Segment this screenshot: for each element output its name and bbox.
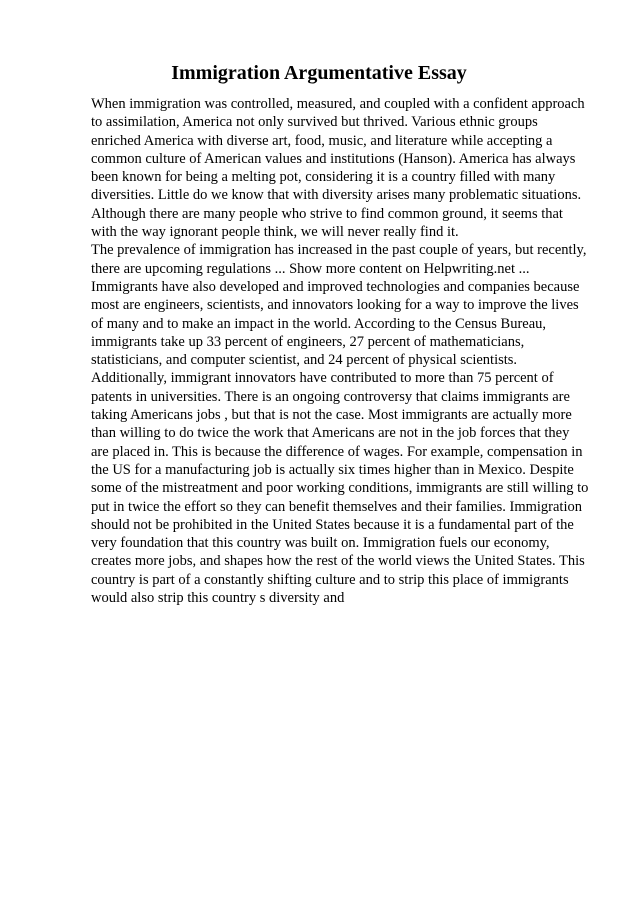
essay-line: to assimilation, America not only survived but thrived. Various ethnic groups bbox=[91, 114, 538, 131]
essay-line: with the way ignorant people think, we will never really find it. bbox=[91, 224, 459, 241]
essay-line: country is part of a constantly shifting culture and to strip this place of immigrants bbox=[91, 571, 569, 588]
essay-line: of many and to make an impact in the world. According to the Census Bureau, bbox=[91, 315, 547, 332]
essay-line: Immigrants have also developed and improved technologies and companies because bbox=[91, 278, 580, 295]
essay-line: Although there are many people who strive to find common ground, it seems that bbox=[91, 205, 563, 222]
essay-line: put in twice the effort so they can benefit themselves and their families. Immigration bbox=[91, 498, 582, 515]
essay-line: most are engineers, scientists, and innovators looking for a way to improve the lives bbox=[91, 297, 579, 314]
essay-line: should not be prohibited in the United States because it is a fundamental part of the bbox=[91, 516, 574, 533]
essay-line: Additionally, immigrant innovators have contributed to more than 75 percent of bbox=[91, 370, 554, 387]
essay-line: patents in universities. There is an ongoing controversy that claims immigrants are bbox=[91, 388, 570, 405]
essay-line: very foundation that this country was built on. Immigration fuels our economy, bbox=[91, 535, 550, 552]
essay-line: than willing to do twice the work that Americans are not in the job forces that they bbox=[91, 425, 570, 442]
essay-line: statisticians, and computer scientist, and 24 percent of physical scientists. bbox=[91, 352, 518, 369]
essay-line: been known for being a melting pot, considering it is a country filled with many bbox=[91, 169, 556, 186]
essay-line: creates more jobs, and shapes how the rest of the world views the United States. This bbox=[91, 553, 585, 570]
essay-line: are placed in. This is because the difference of wages. For example, compensation in bbox=[91, 443, 583, 460]
essay-line: immigrants take up 33 percent of engineers, 27 percent of mathematicians, bbox=[91, 333, 525, 350]
essay-line: the US for a manufacturing job is actually six times higher than in Mexico. Despite bbox=[91, 461, 574, 478]
essay-line: enriched America with diverse art, food, music, and literature while accepting a bbox=[91, 132, 553, 149]
essay-line: The prevalence of immigration has increased in the past couple of years, but recently, bbox=[91, 242, 587, 259]
essay-line: would also strip this country s diversity and bbox=[91, 590, 345, 607]
essay-line: When immigration was controlled, measured, and coupled with a confident approach bbox=[91, 96, 585, 112]
essay-line: common culture of American values and institutions (Hanson). America has always bbox=[91, 150, 576, 167]
essay-line: taking Americans jobs , but that is not the case. Most immigrants are actually more bbox=[91, 407, 572, 424]
essay-line: there are upcoming regulations ... Show more content on Helpwriting.net ... bbox=[91, 260, 530, 277]
essay-line: some of the mistreatment and poor working conditions, immigrants are still willing to bbox=[91, 480, 589, 497]
document-title: Immigration Argumentative Essay bbox=[171, 62, 467, 84]
essay-body bbox=[91, 95, 591, 607]
essay-line: diversities. Little do we know that with diversity arises many problematic situations. bbox=[91, 187, 582, 204]
